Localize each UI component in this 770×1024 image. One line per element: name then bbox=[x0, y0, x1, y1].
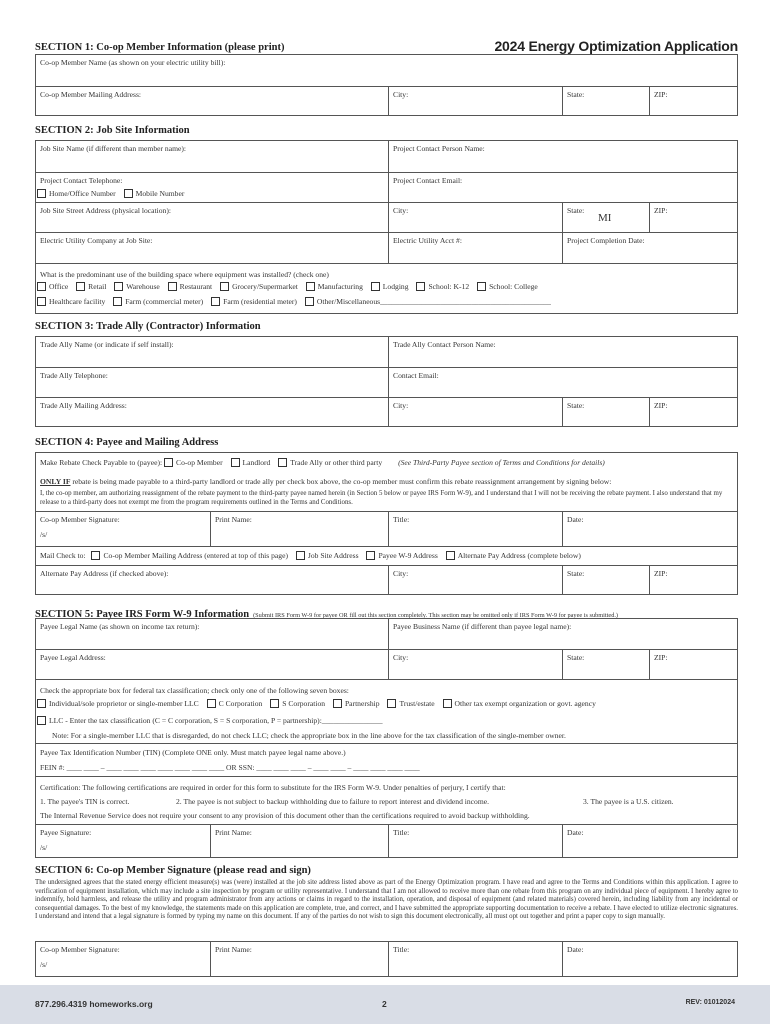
home-office-label: Home/Office Number bbox=[49, 189, 116, 198]
payee-zip-label: ZIP: bbox=[654, 653, 668, 662]
payee-options-row bbox=[40, 458, 605, 467]
s6-date-label: Date: bbox=[567, 945, 584, 954]
section4-box bbox=[35, 452, 738, 595]
job-city-label: City: bbox=[393, 206, 409, 215]
s4-date-field[interactable] bbox=[562, 512, 737, 547]
mail-jobsite-checkbox[interactable] bbox=[296, 551, 305, 560]
utility-company-label: Electric Utility Company at Job Site: bbox=[40, 236, 153, 245]
certification-label: Certification: The following certifications are required in order for this form to substitute for the IRS Form W-9. Under penalties of perjury, I certify that: bbox=[40, 783, 506, 792]
use-farm-commercial-label: Farm (commercial meter) bbox=[125, 297, 204, 306]
cls-other-label: Other tax exempt organization or govt. agency bbox=[454, 699, 596, 708]
phone-type-options bbox=[37, 189, 190, 198]
s6-date-field[interactable] bbox=[562, 942, 737, 976]
alt-city-label: City: bbox=[393, 569, 409, 578]
use-lodging-label: Lodging bbox=[382, 282, 409, 291]
alt-state-label: State: bbox=[567, 569, 585, 578]
job-site-name-field[interactable] bbox=[36, 141, 388, 172]
trade-ally-zip-label: ZIP: bbox=[654, 401, 668, 410]
s4-date-label: Date: bbox=[567, 515, 584, 524]
mobile-checkbox[interactable] bbox=[124, 189, 133, 198]
job-zip-label: ZIP: bbox=[654, 206, 668, 215]
payee-zip-field[interactable] bbox=[649, 649, 737, 679]
footer-contact: 877.296.4319 homeworks.org bbox=[35, 999, 153, 1009]
project-email-field[interactable] bbox=[388, 172, 737, 202]
job-site-name-label: Job Site Name (if different than member name): bbox=[40, 144, 186, 153]
trade-ally-name-field[interactable] bbox=[36, 337, 388, 367]
utility-acct-field[interactable] bbox=[388, 232, 562, 263]
mail-member-label: Co-op Member Mailing Address (entered at top of this page) bbox=[103, 551, 288, 560]
trade-ally-mailing-label: Trade Ally Mailing Address: bbox=[40, 401, 127, 410]
tin-area bbox=[36, 743, 737, 777]
alt-state-field[interactable] bbox=[562, 566, 649, 595]
s5-signature-mark: /s/ bbox=[40, 843, 48, 852]
cls-ccorp-checkbox[interactable] bbox=[207, 699, 216, 708]
s4-print-name-field[interactable] bbox=[210, 512, 388, 547]
cls-individual-checkbox[interactable] bbox=[37, 699, 46, 708]
job-state-label: State: bbox=[567, 206, 585, 215]
home-office-checkbox[interactable] bbox=[37, 189, 46, 198]
member-state-label: State: bbox=[567, 90, 585, 99]
cert-1: 1. The payee's TIN is correct. bbox=[40, 797, 130, 806]
project-phone-label: Project Contact Telephone: bbox=[40, 176, 123, 185]
member-mailing-field[interactable] bbox=[36, 86, 388, 116]
s5-title-field[interactable] bbox=[388, 825, 562, 858]
cert-2: 2. The payee is not subject to backup withholding due to failure to report interest and dividend income. bbox=[176, 797, 490, 806]
s4-title-field[interactable] bbox=[388, 512, 562, 547]
s4-signature-mark: /s/ bbox=[40, 530, 48, 539]
payee-landlord-checkbox[interactable] bbox=[231, 458, 240, 467]
member-city-label: City: bbox=[393, 90, 409, 99]
use-retail-label: Retail bbox=[88, 282, 107, 291]
cls-scorp-checkbox[interactable] bbox=[270, 699, 279, 708]
section1-title: SECTION 1: Co-op Member Information (please print) bbox=[35, 42, 285, 53]
payee-trade-label: Trade Ally or other third party bbox=[290, 458, 383, 467]
payee-legal-address-label: Payee Legal Address: bbox=[40, 653, 106, 662]
mail-w9-label: Payee W-9 Address bbox=[378, 551, 438, 560]
member-city-field[interactable] bbox=[388, 86, 562, 116]
mail-check-options bbox=[40, 551, 587, 560]
section6-title: SECTION 6: Co-op Member Signature (please read and sign) bbox=[35, 865, 311, 876]
mail-alternate-label: Alternate Pay Address (complete below) bbox=[457, 551, 581, 560]
use-other-label: Other/Miscellaneous_____________________________________________ bbox=[316, 297, 551, 306]
use-grocery-label: Grocery/Supermarket bbox=[232, 282, 298, 291]
use-lodging-checkbox[interactable] bbox=[371, 282, 380, 291]
s5-date-field[interactable] bbox=[562, 825, 737, 858]
project-email-label: Project Contact Email: bbox=[393, 176, 463, 185]
s4-member-signature-field[interactable] bbox=[36, 512, 210, 547]
trade-ally-mailing-field[interactable] bbox=[36, 397, 388, 426]
job-state-value: MI bbox=[598, 212, 612, 224]
payee-member-label: Co-op Member bbox=[176, 458, 223, 467]
trade-ally-zip-field[interactable] bbox=[649, 397, 737, 426]
trade-ally-phone-label: Trade Ally Telephone: bbox=[40, 371, 108, 380]
section5-note: (Submit IRS Form W-9 for payee OR fill out this section completely. This section may be omitted only if IRS Form W-9 for payee is submitted.) bbox=[253, 612, 619, 619]
s4-member-signature-label: Co-op Member Signature: bbox=[40, 515, 120, 524]
completion-date-label: Project Completion Date: bbox=[567, 236, 645, 245]
third-party-note: (See Third-Party Payee section of Terms and Conditions for details) bbox=[398, 458, 605, 467]
section3-box bbox=[35, 336, 738, 427]
tax-classification-area bbox=[36, 679, 737, 744]
cls-trust-label: Trust/estate bbox=[399, 699, 435, 708]
s4-print-name-label: Print Name: bbox=[215, 515, 252, 524]
member-name-label: Co-op Member Name (as shown on your electric utility bill): bbox=[40, 58, 226, 67]
payee-city-label: City: bbox=[393, 653, 409, 662]
s6-signature-row bbox=[35, 941, 738, 977]
s5-signature-row bbox=[36, 824, 737, 858]
use-retail-checkbox[interactable] bbox=[76, 282, 85, 291]
section4-title: SECTION 4: Payee and Mailing Address bbox=[35, 437, 219, 448]
tin-label: Payee Tax Identification Number (TIN) (Complete ONE only. Must match payee legal name above.) bbox=[40, 748, 346, 757]
page-footer bbox=[0, 985, 770, 1024]
member-state-field[interactable] bbox=[562, 86, 649, 116]
s5-title-label: Title: bbox=[393, 828, 410, 837]
cls-llc-checkbox[interactable] bbox=[37, 716, 46, 725]
use-warehouse-checkbox[interactable] bbox=[114, 282, 123, 291]
payee-member-checkbox[interactable] bbox=[164, 458, 173, 467]
payee-legal-name-label: Payee Legal Name (as shown on income tax return): bbox=[40, 622, 200, 631]
cls-trust-checkbox[interactable] bbox=[387, 699, 396, 708]
member-name-field[interactable] bbox=[36, 55, 737, 86]
cls-ccorp-label: C Corporation bbox=[218, 699, 263, 708]
use-school-college-label: School: College bbox=[489, 282, 538, 291]
utility-company-field[interactable] bbox=[36, 232, 388, 263]
use-grocery-checkbox[interactable] bbox=[220, 282, 229, 291]
trade-ally-city-field[interactable] bbox=[388, 397, 562, 426]
use-restaurant-checkbox[interactable] bbox=[168, 282, 177, 291]
member-zip-field[interactable] bbox=[649, 86, 737, 116]
member-mailing-label: Co-op Member Mailing Address: bbox=[40, 90, 142, 99]
section2-title: SECTION 2: Job Site Information bbox=[35, 125, 190, 136]
use-manufacturing-label: Manufacturing bbox=[317, 282, 363, 291]
job-street-field[interactable] bbox=[36, 202, 388, 232]
s6-member-signature-label: Co-op Member Signature: bbox=[40, 945, 120, 954]
alt-city-field[interactable] bbox=[388, 566, 562, 595]
use-farm-commercial-checkbox[interactable] bbox=[113, 297, 122, 306]
payee-city-field[interactable] bbox=[388, 649, 562, 679]
section6-agreement-text: The undersigned agrees that the stated energy efficient measure(s) was (were) installed at the job site address listed above as part of the Energy Optimization program. I have read and agree to the Terms and Conditions within this application. I agree to verification of equipment installation, which may include a site inspection by program or utility representative. I understand that I am not allowed to receive more than one rebate from this program on any individual piece of equipment. I hereby agree to indemnify, hold harmless, and release the utility and program administrator from any actions or claims in regard to the installation, operation, and disposal of equipment (and related materials) covered herein, including liability from any incidental or consequential damages. To the best of my knowledge, the statements made on this application are complete, true, and correct, and I have submitted the appropriate supporting documentation to receive a rebate. I have elected to utilize electronic signatures. I understand and intend that a legal signature is formed by typing my name on this document. If any of the parties do not wish to sign this document electronically, all must opt out together and print a paper copy to sign manually. bbox=[35, 879, 738, 921]
certification-area bbox=[36, 776, 737, 825]
tax-classification-options bbox=[37, 699, 602, 708]
s6-signature-mark: /s/ bbox=[40, 960, 48, 969]
s6-title-label: Title: bbox=[393, 945, 410, 954]
trade-ally-name-label: Trade Ally Name (or indicate if self install): bbox=[40, 340, 174, 349]
only-if-text: rebate is being made payable to a third-party landlord or trade ally per check box above, the co-op member must confirm this rebate reassignment arrangement by signing below: bbox=[72, 477, 612, 486]
cls-partnership-label: Partnership bbox=[344, 699, 380, 708]
project-contact-field[interactable] bbox=[388, 141, 737, 172]
use-school-college-checkbox[interactable] bbox=[477, 282, 486, 291]
trade-ally-state-field[interactable] bbox=[562, 397, 649, 426]
mail-check-label: Mail Check to: bbox=[40, 551, 86, 560]
only-if-line bbox=[40, 477, 611, 486]
trade-ally-phone-field[interactable] bbox=[36, 367, 388, 397]
mail-member-checkbox[interactable] bbox=[91, 551, 100, 560]
payable-label: Make Rebate Check Payable to (payee): bbox=[40, 458, 163, 467]
tax-classification-label: Check the appropriate box for federal tax classification; check only one of the following seven boxes: bbox=[40, 686, 349, 695]
alt-zip-label: ZIP: bbox=[654, 569, 668, 578]
use-healthcare-label: Healthcare facility bbox=[49, 297, 106, 306]
llc-row bbox=[37, 716, 383, 725]
section2-box bbox=[35, 140, 738, 314]
s6-print-name-field[interactable] bbox=[210, 942, 388, 976]
trade-ally-contact-label: Trade Ally Contact Person Name: bbox=[393, 340, 496, 349]
alt-address-label: Alternate Pay Address (if checked above): bbox=[40, 569, 169, 578]
trade-ally-contact-field[interactable] bbox=[388, 337, 737, 367]
alt-address-field[interactable] bbox=[36, 566, 388, 595]
s6-title-field[interactable] bbox=[388, 942, 562, 976]
fein-ssn-field[interactable]: FEIN #: ____ ____ – ____ ____ ____ ____ ____ ____ ____ OR SSN: ____ ____ ____ – ____ ____ – ____ ____ ____ ____ bbox=[40, 763, 420, 772]
building-use-row1 bbox=[37, 282, 544, 291]
payee-landlord-label: Landlord bbox=[242, 458, 271, 467]
building-use-area bbox=[36, 263, 737, 314]
cert-3: 3. The payee is a U.S. citizen. bbox=[583, 797, 674, 806]
use-office-checkbox[interactable] bbox=[37, 282, 46, 291]
trade-ally-email-field[interactable] bbox=[388, 367, 737, 397]
cls-scorp-label: S Corporation bbox=[282, 699, 326, 708]
utility-acct-label: Electric Utility Acct #: bbox=[393, 236, 462, 245]
use-school-k12-checkbox[interactable] bbox=[416, 282, 425, 291]
s5-date-label: Date: bbox=[567, 828, 584, 837]
use-manufacturing-checkbox[interactable] bbox=[306, 282, 315, 291]
alt-address-row bbox=[36, 565, 737, 595]
s5-print-name-field[interactable] bbox=[210, 825, 388, 858]
cls-individual-label: Individual/sole proprietor or single-member LLC bbox=[49, 699, 199, 708]
alt-zip-field[interactable] bbox=[649, 566, 737, 595]
use-school-k12-label: School: K-12 bbox=[428, 282, 470, 291]
use-farm-residential-label: Farm (residential meter) bbox=[223, 297, 297, 306]
mail-w9-checkbox[interactable] bbox=[366, 551, 375, 560]
payee-legal-address-field[interactable] bbox=[36, 649, 388, 679]
payee-state-field[interactable] bbox=[562, 649, 649, 679]
member-zip-label: ZIP: bbox=[654, 90, 668, 99]
payee-state-label: State: bbox=[567, 653, 585, 662]
mail-jobsite-label: Job Site Address bbox=[307, 551, 359, 560]
mail-alternate-checkbox[interactable] bbox=[446, 551, 455, 560]
section3-title: SECTION 3: Trade Ally (Contractor) Information bbox=[35, 321, 261, 332]
use-farm-residential-checkbox[interactable] bbox=[211, 297, 220, 306]
s4-signature-row bbox=[36, 511, 737, 547]
payee-legal-name-field[interactable] bbox=[36, 619, 388, 649]
project-contact-label: Project Contact Person Name: bbox=[393, 144, 485, 153]
use-restaurant-label: Restaurant bbox=[179, 282, 213, 291]
irs-consent-note: The Internal Revenue Service does not require your consent to any provision of this document other than the certifications required to avoid backup withholding. bbox=[40, 811, 530, 820]
section1-box bbox=[35, 54, 738, 116]
payee-business-name-label: Payee Business Name (if different than payee legal name): bbox=[393, 622, 572, 631]
payee-trade-checkbox[interactable] bbox=[278, 458, 287, 467]
only-if-emphasis: ONLY IF bbox=[40, 477, 71, 486]
page-number: 2 bbox=[382, 999, 387, 1009]
payee-business-name-field[interactable] bbox=[388, 619, 737, 649]
section5-box bbox=[35, 618, 738, 858]
trade-ally-email-label: Contact Email: bbox=[393, 371, 439, 380]
section5-title: SECTION 5: Payee IRS Form W-9 Information bbox=[35, 609, 250, 620]
s4-title-label: Title: bbox=[393, 515, 410, 524]
trade-ally-city-label: City: bbox=[393, 401, 409, 410]
s6-print-name-label: Print Name: bbox=[215, 945, 252, 954]
s6-member-signature-field[interactable] bbox=[36, 942, 210, 976]
trade-ally-state-label: State: bbox=[567, 401, 585, 410]
use-healthcare-checkbox[interactable] bbox=[37, 297, 46, 306]
use-other-checkbox[interactable] bbox=[305, 297, 314, 306]
job-street-label: Job Site Street Address (physical location): bbox=[40, 206, 171, 215]
use-warehouse-label: Warehouse bbox=[126, 282, 160, 291]
payee-signature-field[interactable] bbox=[36, 825, 210, 858]
completion-date-field[interactable] bbox=[562, 232, 737, 263]
payee-signature-label: Payee Signature: bbox=[40, 828, 92, 837]
cls-other-checkbox[interactable] bbox=[443, 699, 452, 708]
job-city-field[interactable] bbox=[388, 202, 562, 232]
reassignment-text: I, the co-op member, am authorizing reassignment of the rebate payment to the third-party payee named herein (in Section 5 below or payee IRS Form W-9), and I understand that I will not be receiving the rebate payment. I also understand that my release to a third-party does not exempt me from the program requirements outlined in the Terms and Conditions. bbox=[40, 490, 723, 506]
mail-check-row bbox=[36, 546, 737, 566]
building-use-question: What is the predominant use of the building space where equipment was installed? (check one) bbox=[40, 270, 329, 279]
revision: REV: 01012024 bbox=[685, 999, 735, 1006]
job-zip-field[interactable] bbox=[649, 202, 737, 232]
building-use-row2 bbox=[37, 297, 557, 306]
llc-note: Note: For a single-member LLC that is disregarded, do not check LLC; check the appropriate box in the line above for the tax classification of the single-member owner. bbox=[52, 731, 566, 740]
application-title: 2024 Energy Optimization Application bbox=[494, 38, 738, 54]
mobile-label: Mobile Number bbox=[135, 189, 185, 198]
cls-llc-label: LLC - Enter the tax classification (C = C corporation, S = S corporation, P = partnership):________________ bbox=[49, 716, 383, 725]
s5-print-name-label: Print Name: bbox=[215, 828, 252, 837]
use-office-label: Office bbox=[49, 282, 69, 291]
cls-partnership-checkbox[interactable] bbox=[333, 699, 342, 708]
